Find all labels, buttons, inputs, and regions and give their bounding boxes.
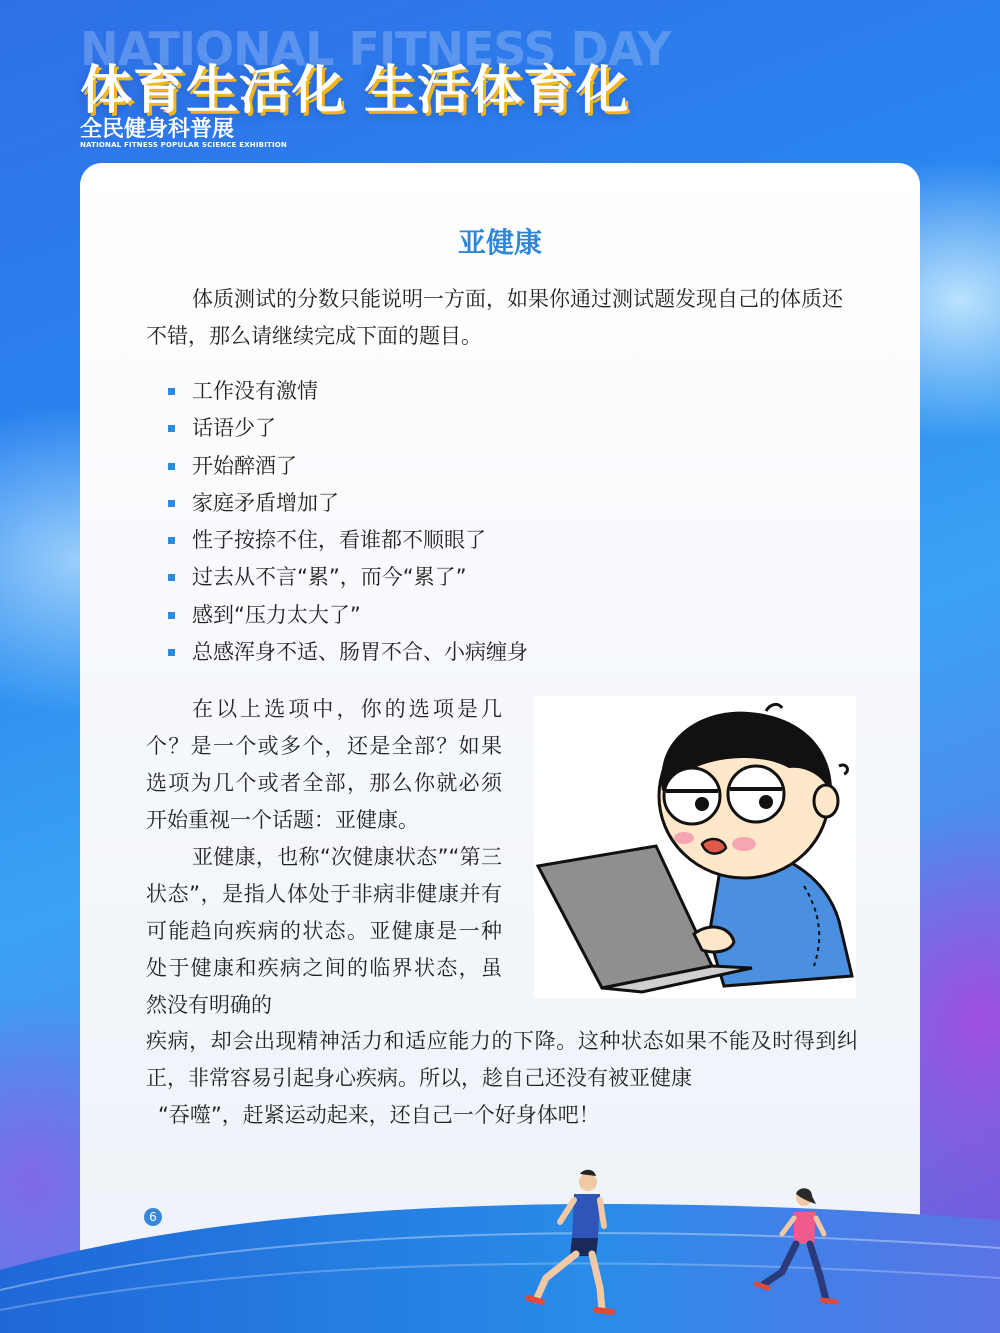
paragraph-question: 在以上选项中，你的选项是几个？是一个或多个，还是全部？如果选项为几个或者全部，那么你就必须开始重视一个话题：亚健康。 [146,697,502,832]
paragraph-call-to-action: “吞噬”，赶紧运动起来，还自己一个好身体吧！ [158,1103,600,1127]
square-bullet-icon [168,388,175,395]
ghost-title: NATIONAL FITNESS DAY [80,22,671,76]
list-item: 过去从不言“累”，而今“累了” [168,559,528,596]
paragraph-definition: 亚健康，也称“次健康状态”“第三状态”，是指人体处于非病非健康并有可能趋向疾病的状态。亚健康是一种处于健康和疾病之间的临界状态，虽然没有明确的 [146,845,502,1017]
list-item: 开始醉酒了 [168,448,528,485]
illustration-svg [534,696,856,998]
square-bullet-icon [168,649,175,656]
running-track-decoration [0,1160,1000,1333]
page-number: 6 [144,1208,162,1226]
symptom-list [168,373,528,671]
list-item: 总感浑身不适、肠胃不合、小病缠身 [168,634,528,671]
exhibition-title-en: NATIONAL FITNESS POPULAR SCIENCE EXHIBITION [80,141,287,149]
conclusion-paragraph [146,1023,858,1134]
tired-man-laptop-illustration [534,696,856,998]
paragraph-conclusion: 疾病，却会出现精神活力和适应能力的下降。这种状态如果不能及时得到纠正，非常容易引起身心疾病。所以，趁自己还没有被亚健康 [146,1029,858,1090]
list-item: 感到“压力太大了” [168,597,528,634]
list-item: 话语少了 [168,410,528,447]
question-paragraph [146,691,502,1024]
list-item: 性子按捺不住，看谁都不顺眼了 [168,522,528,559]
content-card [80,163,920,1333]
square-bullet-icon [168,537,175,544]
article-title: 亚健康 [457,226,542,259]
list-item: 工作没有激情 [168,373,528,410]
intro-paragraph: 体质测试的分数只能说明一方面，如果你通过测试题发现自己的体质还不错，那么请继续完成下面的题目。 [146,287,843,348]
square-bullet-icon [168,612,175,619]
list-item: 家庭矛盾增加了 [168,485,528,522]
square-bullet-icon [168,463,175,470]
square-bullet-icon [168,500,175,507]
square-bullet-icon [168,425,175,432]
exhibition-title: 全民健身科普展 [80,117,235,142]
square-bullet-icon [168,574,175,581]
track-surface [0,1204,1000,1333]
headline: 体育生活化 生活体育化 [80,61,630,121]
